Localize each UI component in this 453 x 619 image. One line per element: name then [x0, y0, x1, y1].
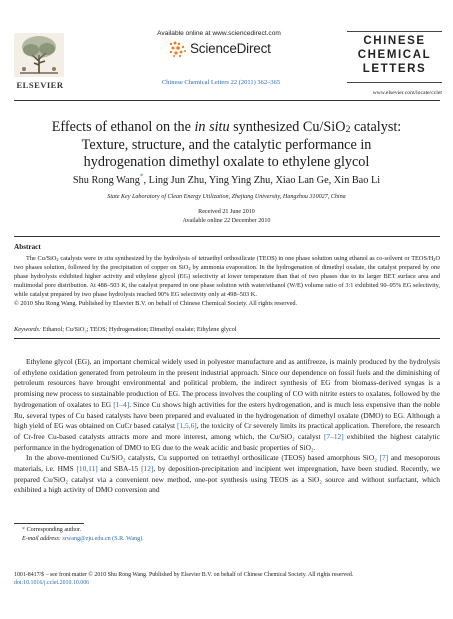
article-body — [14, 357, 440, 496]
abstract-copyright: © 2010 Shu Rong Wang. Published by Elsevier B.V. on behalf of Chinese Chemical Society. All rights reserved. — [14, 299, 298, 307]
author-affiliation: State Key Laboratory of Clean Energy Utilization, Zhejiang University, Hangzhou 310027, China — [107, 194, 346, 200]
available-online-date: Available online 22 December 2010 — [182, 217, 271, 224]
journal-logo-line: CHINESE — [363, 35, 426, 47]
footnote-divider — [14, 523, 84, 524]
journal-logo-bottom-rule — [347, 82, 442, 83]
citation-link[interactable]: [1,5,6] — [177, 421, 197, 431]
email-link[interactable]: srwang@zju.edu.cn (S.R. Wang). — [60, 536, 144, 542]
author-list: Shu Rong Wang*, Ling Jun Zhu, Ying Ying Zhu, Xiao Lan Ge, Xin Bao Li — [72, 172, 381, 186]
citation-link[interactable]: [12] — [141, 464, 154, 474]
doi-link[interactable]: doi:10.1016/j.cclet.2010.10.006 — [14, 580, 90, 587]
elsevier-wordmark: ELSEVIER — [16, 80, 64, 90]
article-dates — [30, 208, 423, 225]
sciencedirect-dots-icon — [168, 40, 188, 58]
article-title: Effects of ethanol on the in situ synthesized Cu/SiO$_2$ catalyst: Texture, structure, and the catalytic performance in hydrogenation dimethyl oxalate to ethylene glycol — [51, 119, 402, 170]
received-date: Received 21 June 2010 — [198, 209, 255, 215]
sciencedirect-wordmark: ScienceDirect — [190, 41, 271, 56]
journal-citation[interactable]: Chinese Chemical Letters 22 (2011) 362–365 — [161, 79, 281, 86]
abstract-text: The Cu/SiO$_2$ catalysts were in situ synthesized by the hydrolysis of tetraethyl orthosilicate (TEOS) in one phase solution using ethanol as co-solvent or TEOS/$H_2O$ two phases solution, followed by the precipitation of copper on SiO$_2$ by ammonia evaporation. In the hydrogenation of dimethyl oxalate, the catalyst prepared by one phase hydrolysis exhibited higher activity and ethylene glycol (EG) selectivity at lower temperature than that of two phases due to its larger BET surface area and multimodal pore distribution. At 488–503 K, the catalyst prepared in one phase solution with water/ethanol (W/E) volume ratio of 3:1 exhibited 90–95% EG selectivity, while catalyst prepared by two phase hydrolysis reached 90% EG selectivity only at 498–503 K. © 2010 Shu Rong Wang. Published by Elsevier B.V. on behalf of Chinese Chemical Society. All rights reserved. — [14, 255, 441, 307]
sciencedirect-logo[interactable] — [168, 40, 278, 58]
journal-logo-line: CHEMICAL — [357, 49, 432, 61]
corresponding-author-mark[interactable]: * — [139, 172, 144, 181]
available-online-text: Available online at www.sciencedirect.com — [157, 30, 281, 37]
journal-logo — [347, 34, 442, 86]
header-divider — [14, 100, 440, 101]
citation-link[interactable]: [7–12] — [323, 431, 344, 441]
front-matter-line: 1001-8417/$ – see front matter © 2010 Shu Rong Wang. Published by Elsevier B.V. on behalf of Chinese Chemical Society. All rights reserved. — [14, 572, 354, 578]
email-footnote: E-mail address: srwang@zju.edu.cn (S.R. Wang). — [22, 536, 144, 542]
body-paragraph: In the above-mentioned Cu/SiO₂ catalysts, Cu supported on tetraethyl orthosilicate (TEOS) based amorphous SiO₂ [7] and mesoporous materials, i.e. HMS [10,11] and SBA-15 [12], by deposition-precipitation and incipient wet impregnation, have been studied. Recently, we prepared Cu/SiO₂ catalyst via a convenient new method, one-pot synthesis using TEOS as a SiO₂ source and without surfactant, which exhibited a high activity of DMO conversion and — [14, 453, 440, 495]
page-footer — [14, 571, 440, 588]
citation-link[interactable]: [10,11] — [76, 464, 98, 474]
abstract-top-divider — [14, 236, 440, 237]
keywords: Keywords: Ethanol; Cu/SiO₂; TEOS; Hydrogenation; Dimethyl oxalate; Ethylene glycol — [14, 326, 237, 333]
body-paragraph: Ethylene glycol (EG), an important chemical widely used in polyester manufacture and as antifreeze, is mainly produced by the hydrolysis of ethylene oxidation generated from petroleum in the present industrial approach. Since our dependence on fossil fuels and the diminishing of petroleum resources have brought environmental and political problem, the indirect synthesis of EG from biomass-derived syngas is a promising new process to sustainable production of EG. The process involves the coupling of CO with nitrite esters to oxalates, followed by the hydrogenation of oxalates to EG [1–4]. Since Cu shows high activities for the esters hydrogenation, and is much less expensive than the noble Ru, several types of Cu based catalysts have been prepared and evaluated in the hydrogenation of dimethyl oxalate (DMO) to EG. Although a high yield of EG was obtained on CuCr based catalyst [1,5,6], the toxicity of Cr severely limits its practical application. Therefore, the research of Cr-free Cu-based catalysts attracts more and more interest, among which, the Cu/SiO₂ catalyst [7–12] exhibited the highest catalytic performance in the hydrogenation of DMO to EG due to the weak acidic and basic properties of SiO₂. — [14, 357, 440, 452]
journal-url[interactable]: www.elsevier.com/locate/cclet — [372, 90, 442, 96]
abstract-bottom-divider — [14, 338, 440, 339]
citation-link[interactable]: [1–4] — [113, 399, 130, 409]
abstract-heading: Abstract — [14, 243, 41, 251]
citation-link[interactable]: [7] — [379, 453, 389, 463]
journal-logo-line: LETTERS — [362, 63, 427, 75]
elsevier-tree-icon — [14, 33, 64, 77]
corresponding-author-footnote: * Corresponding author. — [22, 527, 82, 533]
journal-logo-top-rule — [347, 31, 442, 32]
